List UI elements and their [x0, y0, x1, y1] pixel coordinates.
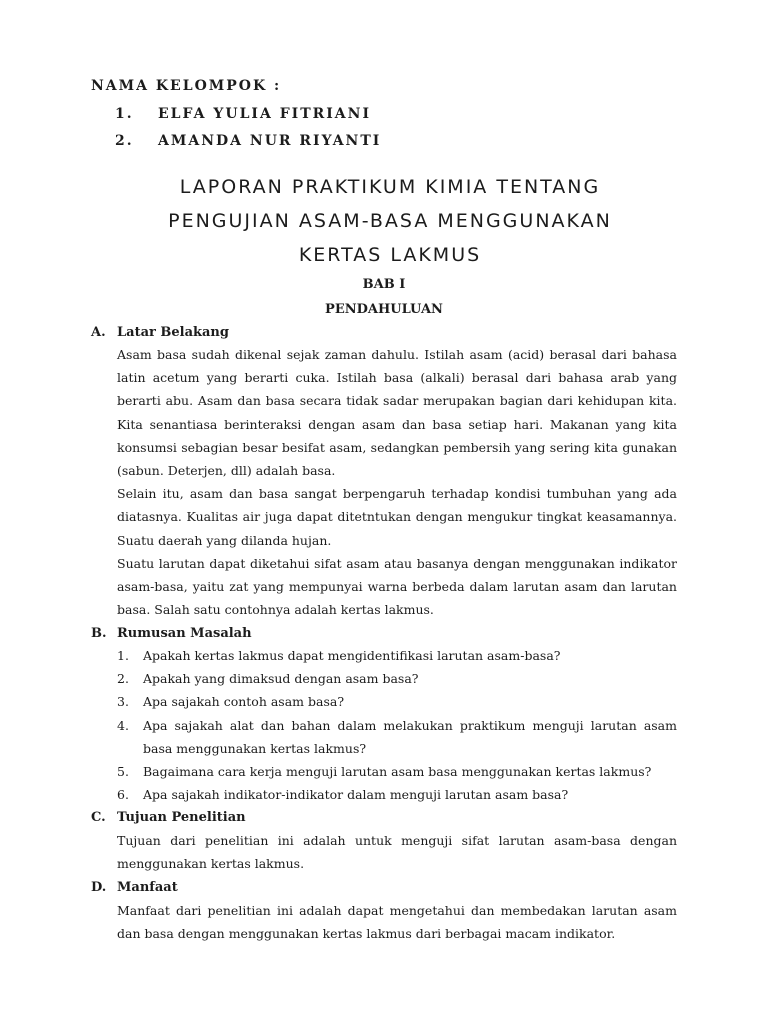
- text-line: asam-basa, yaitu zat yang mempunyai warna berbeda dalam larutan asam dan larutan: [117, 579, 677, 595]
- text-line: (sabun. Deterjen, dll) adalah basa.: [117, 463, 336, 479]
- section-letter: C.: [91, 810, 106, 825]
- report-title: [100, 170, 680, 272]
- list-text: Bagaimana cara kerja menguji larutan asam basa menggunakan kertas lakmus?: [143, 764, 652, 780]
- section-letter: A.: [91, 325, 106, 340]
- section-title: Tujuan Penelitian: [117, 810, 246, 825]
- section-heading-a: [91, 325, 229, 340]
- list-item: [117, 783, 677, 806]
- list-text: basa menggunakan kertas lakmus?: [143, 740, 367, 756]
- chapter-title: PENDAHULUAN: [325, 302, 443, 317]
- background-paragraphs: [117, 343, 677, 621]
- list-number: 3.: [117, 694, 129, 710]
- report-title-line: LAPORAN PRAKTIKUM KIMIA TENTANG: [179, 176, 601, 198]
- benefit-paragraph: [117, 899, 677, 945]
- text-line: Asam basa sudah dikenal sejak zaman dahulu. Istilah asam (acid) berasal dari bahasa: [117, 347, 677, 362]
- section-title: Latar Belakang: [117, 325, 229, 340]
- text-line: Tujuan dari penelitian ini adalah untuk menguji sifat larutan asam-basa dengan: [117, 833, 677, 848]
- section-letter: B.: [91, 626, 107, 641]
- member-number: 1.: [115, 106, 134, 122]
- section-heading-d: [91, 880, 178, 895]
- text-line: diatasnya. Kualitas air juga dapat ditetntukan dengan mengukur tingkat keasamannya.: [117, 509, 677, 525]
- list-number: 5.: [117, 764, 129, 780]
- list-number: 2.: [117, 671, 129, 687]
- group-member: [115, 133, 381, 149]
- text-line: menggunakan kertas lakmus.: [117, 856, 305, 872]
- list-item: [117, 714, 677, 760]
- list-text: Apa sajakah indikator-indikator dalam menguji larutan asam basa?: [143, 787, 569, 803]
- text-line: konsumsi sebagian besar besifat asam, sedangkan pembersih yang sering kita gunakan: [117, 439, 677, 455]
- section-heading-c: [91, 810, 246, 825]
- text-line: Manfaat dari penelitian ini adalah dapat mengetahui dan membedakan larutan asam: [117, 903, 677, 918]
- text-line: latin acetum yang berarti cuka. Istilah basa (alkali) berasal dari bahasa arab yang: [117, 370, 677, 386]
- list-number: 1.: [117, 648, 129, 663]
- problem-list: [117, 644, 677, 806]
- section-title: Manfaat: [117, 880, 178, 895]
- text-line: Selain itu, asam dan basa sangat berpengaruh terhadap kondisi tumbuhan yang ada: [117, 486, 677, 502]
- group-member: [115, 106, 371, 122]
- list-text: Apa sajakah contoh asam basa?: [143, 694, 345, 710]
- list-text: Apakah kertas lakmus dapat mengidentifikasi larutan asam-basa?: [143, 648, 561, 663]
- list-number: 4.: [117, 717, 129, 733]
- member-name: ELFA YULIA FITRIANI: [158, 106, 371, 122]
- text-line: Suatu daerah yang dilanda hujan.: [117, 532, 332, 548]
- section-heading-b: [91, 626, 252, 641]
- list-item: [117, 644, 677, 667]
- section-title: Rumusan Masalah: [117, 626, 252, 641]
- report-title-line: KERTAS LAKMUS: [298, 244, 482, 266]
- section-letter: D.: [91, 880, 107, 895]
- text-line: Kita senantiasa berinteraksi dengan asam dan basa setiap hari. Makanan yang kita: [117, 416, 677, 432]
- list-number: 6.: [117, 787, 129, 803]
- chapter-number: BAB I: [362, 277, 406, 292]
- list-text: Apakah yang dimaksud dengan asam basa?: [143, 671, 419, 687]
- list-item: [117, 667, 677, 690]
- group-heading: NAMA KELOMPOK :: [91, 78, 282, 94]
- text-line: basa. Salah satu contohnya adalah kertas lakmus.: [117, 602, 434, 618]
- purpose-paragraph: [117, 829, 677, 875]
- list-item: [117, 690, 677, 713]
- text-line: berarti abu. Asam dan basa secara tidak sadar merupakan bagian dari kehidupan kita.: [117, 393, 677, 409]
- text-line: dan basa dengan menggunakan kertas lakmus dari berbagai macam indikator.: [117, 926, 616, 942]
- member-number: 2.: [115, 133, 134, 149]
- member-name: AMANDA NUR RIYANTI: [158, 133, 382, 149]
- report-title-line: PENGUJIAN ASAM-BASA MENGGUNAKAN: [168, 210, 612, 232]
- list-text: Apa sajakah alat dan bahan dalam melakukan praktikum menguji larutan asam: [143, 717, 677, 733]
- list-item: [117, 760, 677, 783]
- text-line: Suatu larutan dapat diketahui sifat asam atau basanya dengan menggunakan indikator: [117, 555, 677, 571]
